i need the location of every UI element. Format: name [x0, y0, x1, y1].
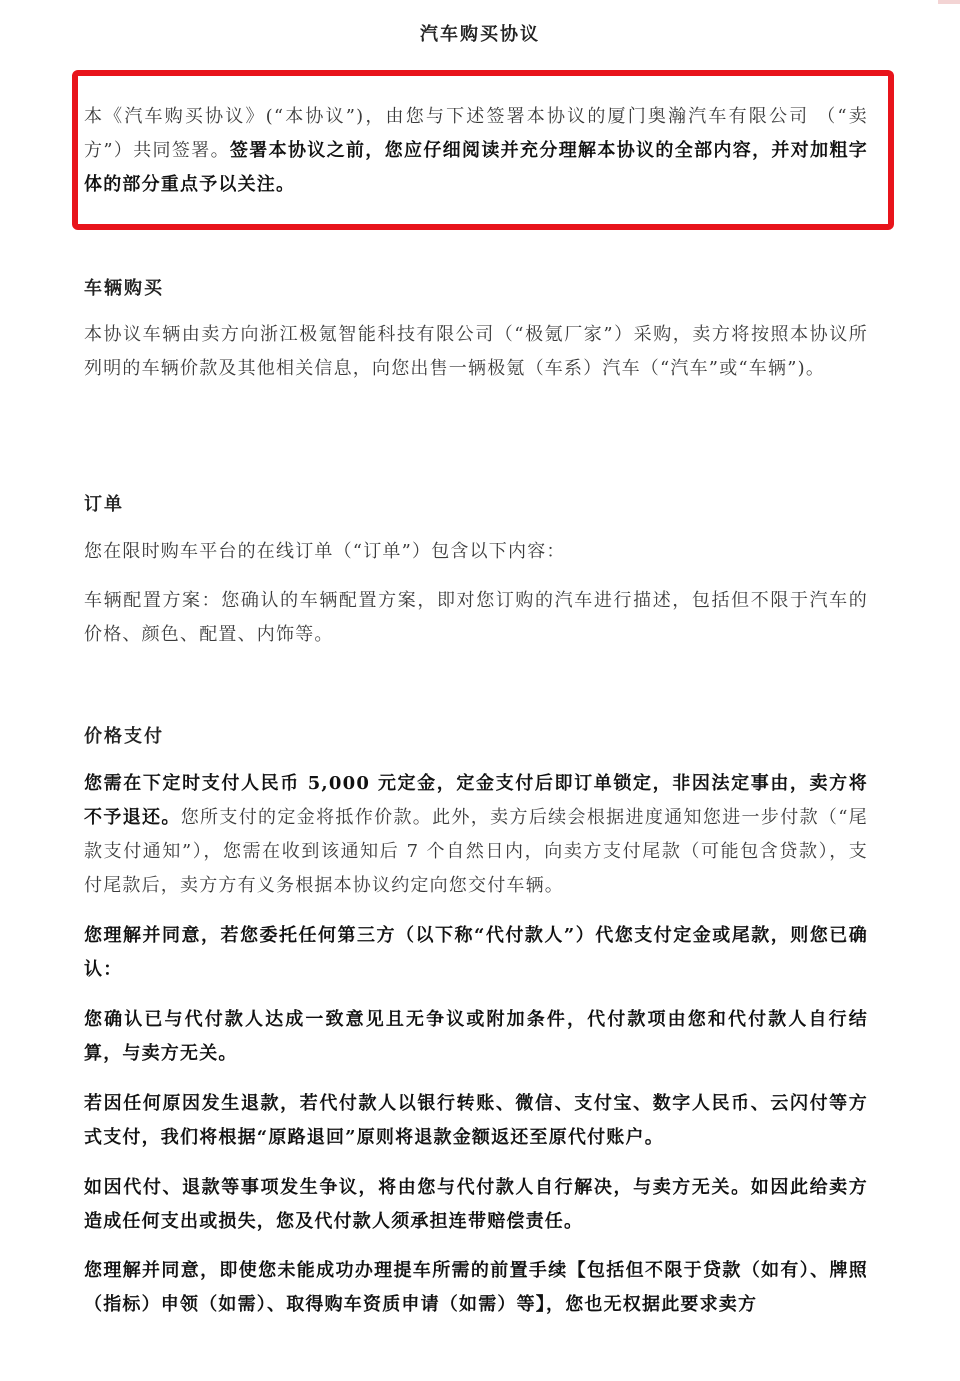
order-paragraph-1: 您在限时购车平台的在线订单（“订单”）包含以下内容：	[84, 541, 566, 562]
vehicle-paragraph: 本协议车辆由卖方向浙江极氪智能科技有限公司（“极氪厂家”）采购，卖方将按照本协议所列明的车辆价款及其他相关信息，向您出售一辆极氪（车系）汽车（“汽车”或“车辆”)。	[84, 324, 868, 379]
payment-paragraph-6: 您理解并同意，即使您未能成功办理提车所需的前置手续【包括但不限于贷款（如有）、牌照（指标）申领（如需）、取得购车资质申请（如需）等】，您也无权据此要求卖方	[84, 1260, 868, 1315]
payment-text: 您所支付的定金将抵作价款。此外，卖方后续会根据进度通知您进一步付款（“尾款支付通知”），您需在收到该通知后 7 个自然日内，向卖方支付尾款（可能包含贷款），支付尾款后，卖方方有义务根据本协议约定向您交付车辆。	[84, 807, 868, 896]
intro-text: 本《汽车购买协议》(“本协议”)，由您与下述签署本协议的厦门奥瀚汽车有限公司 （“卖方”）共同签署。	[84, 106, 868, 161]
payment-paragraph-2: 您理解并同意，若您委托任何第三方（以下称“代付款人”）代您支付定金或尾款，则您已确认：	[84, 925, 868, 980]
payment-paragraph-4: 若因任何原因发生退款，若代付款人以银行转账、微信、支付宝、数字人民币、云闪付等方式支付，我们将根据“原路退回”原则将退款金额返还至原代付账户。	[84, 1093, 868, 1148]
section-heading-payment: 价格支付	[84, 726, 164, 747]
payment-paragraph-5: 如因代付、退款等事项发生争议，将由您与代付款人自行解决，与卖方无关。如因此给卖方造成任何支出或损失，您及代付款人须承担连带赔偿责任。	[84, 1177, 868, 1232]
intro-paragraph	[84, 100, 868, 202]
section-heading-vehicle: 车辆购买	[84, 278, 164, 299]
document-title: 汽车购买协议	[420, 24, 540, 46]
corner-mark	[938, 0, 960, 4]
section-heading-order: 订单	[84, 494, 124, 515]
order-paragraph-2: 车辆配置方案：您确认的车辆配置方案，即对您订购的汽车进行描述，包括但不限于汽车的价格、颜色、配置、内饰等。	[84, 590, 868, 645]
intro-bold-text: 签署本协议之前，您应仔细阅读并充分理解本协议的全部内容，并对加粗字体的部分重点予以关注。	[84, 140, 868, 195]
payment-bold-text: 您需在下定时支付人民币 5,000 元定金，定金支付后即订单锁定，非因法定事由，卖方将不予退还。	[84, 773, 868, 828]
payment-paragraph-3: 您确认已与代付款人达成一致意见且无争议或附加条件，代付款项由您和代付款人自行结算，与卖方无关。	[84, 1009, 868, 1064]
payment-paragraph-1	[84, 767, 868, 903]
